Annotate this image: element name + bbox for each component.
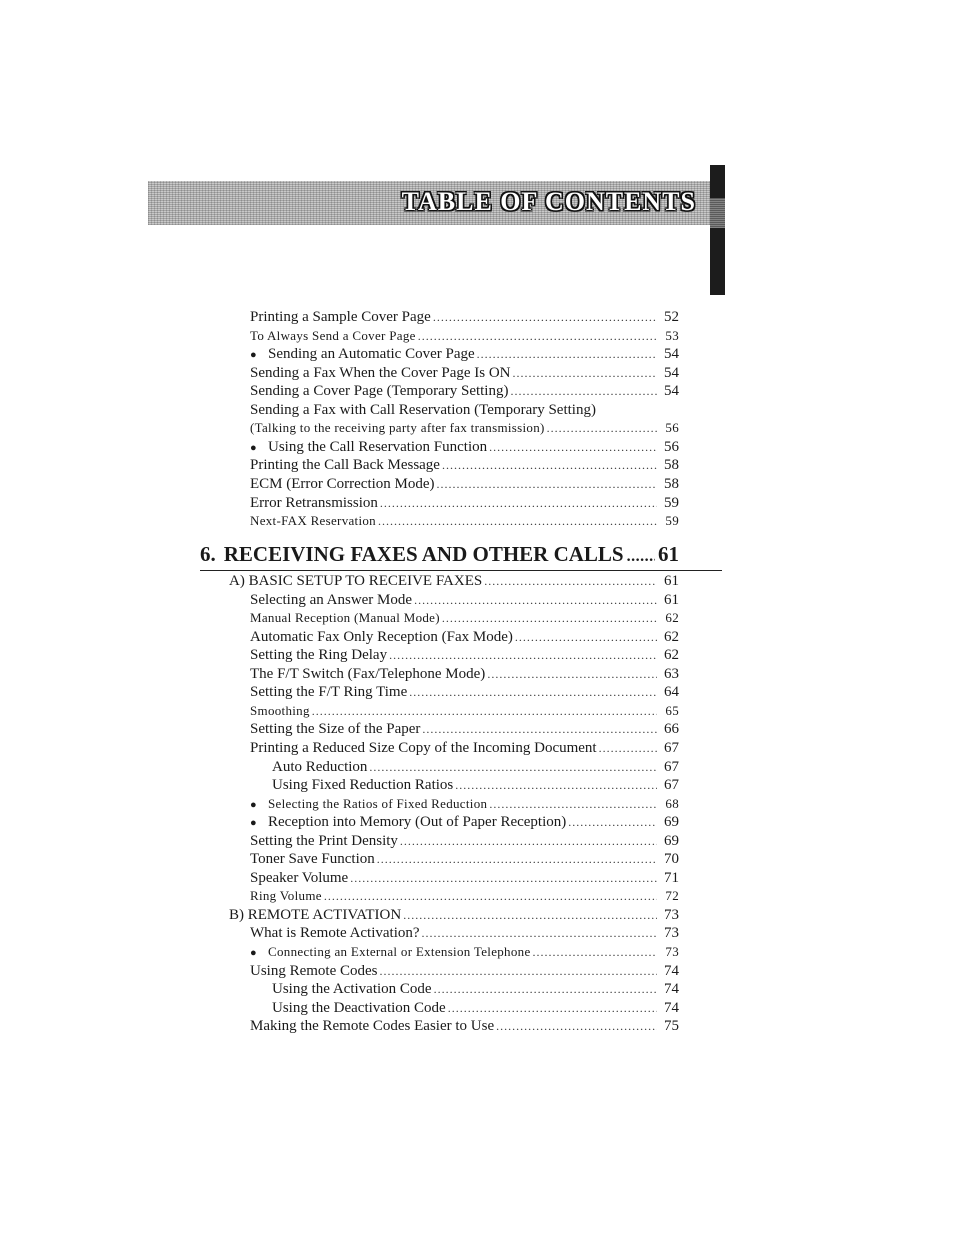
toc-entry[interactable]	[250, 832, 679, 850]
toc-entry[interactable]	[250, 887, 679, 905]
toc-entry[interactable]	[250, 591, 679, 609]
toc-entry[interactable]	[272, 776, 679, 794]
dot-leader	[422, 720, 657, 738]
toc-entry-page: 54	[664, 364, 679, 381]
toc-entry-label: A) BASIC SETUP TO RECEIVE FAXES	[229, 573, 483, 589]
toc-entry[interactable]	[250, 1017, 679, 1035]
dot-leader	[414, 591, 657, 609]
toc-entry-label: Printing a Reduced Size Copy of the Incoming Document	[250, 739, 597, 756]
toc-entry-label: Sending an Automatic Cover Page	[268, 346, 475, 363]
toc-entry-page: 59	[665, 513, 679, 529]
toc-entry[interactable]	[250, 609, 679, 627]
toc-entry-page: 56	[664, 438, 679, 455]
toc-entry-page: 74	[664, 981, 679, 998]
toc-entry[interactable]	[250, 665, 679, 683]
toc-entry-page: 71	[664, 869, 679, 886]
toc-entry[interactable]	[229, 572, 679, 590]
toc-entry-label: Using the Activation Code	[272, 981, 432, 998]
dot-leader	[350, 869, 657, 887]
toc-entry-label: Printing the Call Back Message	[250, 457, 440, 474]
dot-leader	[489, 795, 657, 813]
dot-leader	[324, 887, 657, 905]
dot-leader	[496, 1017, 657, 1035]
toc-entry-page: 73	[665, 944, 679, 959]
toc-entry-page: 58	[664, 457, 679, 474]
toc-entry[interactable]	[250, 720, 679, 738]
toc-entry[interactable]	[272, 999, 679, 1017]
dot-leader	[448, 999, 657, 1017]
toc-entry-label: Toner Save Function	[250, 851, 375, 868]
toc-entry[interactable]	[250, 512, 679, 530]
dot-leader	[547, 419, 657, 437]
toc-entry-label: The F/T Switch (Fax/Telephone Mode)	[250, 665, 486, 682]
toc-entry[interactable]	[250, 308, 679, 326]
toc-entry-page: 56	[665, 420, 679, 436]
toc-entry-label: Reception into Memory (Out of Paper Reception)	[268, 814, 567, 831]
toc-entry-page: 52	[664, 309, 679, 325]
dot-leader	[312, 702, 657, 720]
chapter-heading[interactable]	[200, 541, 679, 570]
dot-leader	[568, 813, 657, 831]
toc-entry[interactable]	[272, 758, 679, 776]
toc-entry[interactable]	[250, 401, 679, 419]
toc-entry[interactable]	[250, 327, 679, 345]
toc-entry[interactable]	[250, 382, 679, 400]
toc-entry-label: Sending a Fax with Call Reservation (Temporary Setting)	[250, 401, 596, 418]
toc-entry-page: 66	[664, 721, 679, 738]
toc-entry-label: Ring Volume	[250, 888, 322, 904]
toc-entry-page: 70	[664, 851, 679, 868]
toc-entry-page: 72	[665, 888, 679, 904]
dot-leader	[513, 364, 657, 382]
dot-leader	[433, 308, 657, 326]
bullet-icon: ●	[250, 441, 257, 454]
toc-entry-label: Connecting an External or Extension Telephone	[268, 944, 531, 959]
toc-entry[interactable]	[250, 943, 679, 961]
dot-leader	[403, 906, 657, 924]
toc-entry[interactable]	[229, 906, 679, 924]
toc-entry-label: Setting the Ring Delay	[250, 647, 388, 664]
toc-entry-page: 67	[664, 777, 679, 794]
toc-entry-label: Using the Call Reservation Function	[268, 438, 488, 455]
toc-entry-page: 69	[664, 832, 679, 849]
toc-entry-label: Printing a Sample Cover Page	[250, 309, 431, 325]
toc-entry-label: To Always Send a Cover Page	[250, 327, 416, 343]
dot-leader	[422, 924, 657, 942]
toc-entry-label: What is Remote Activation?	[250, 925, 420, 942]
dot-leader	[533, 943, 657, 961]
dot-leader	[515, 628, 657, 646]
page-title: TABLE OF CONTENTS	[401, 187, 696, 216]
toc-entry-page: 62	[665, 610, 679, 626]
toc-entry-page: 73	[664, 925, 679, 942]
toc-entry-page: 74	[664, 962, 679, 979]
bullet-icon: ●	[250, 947, 257, 959]
dot-leader	[442, 456, 657, 474]
toc-entry[interactable]	[250, 419, 679, 437]
toc-entry-label: Auto Reduction	[272, 758, 368, 775]
toc-entry[interactable]	[250, 345, 679, 363]
dot-leader	[599, 739, 657, 757]
toc-entry-page: 53	[665, 327, 679, 343]
bullet-icon: ●	[250, 349, 257, 362]
dot-leader	[400, 832, 657, 850]
chapter-rule	[200, 570, 722, 571]
toc-entry-page: 54	[664, 383, 679, 400]
toc-entry-label: Selecting the Ratios of Fixed Reduction	[268, 795, 488, 811]
toc-entry[interactable]	[250, 646, 679, 664]
toc-entry[interactable]	[250, 456, 679, 474]
dot-leader	[455, 776, 657, 794]
toc-entry-label: Error Retransmission	[250, 494, 378, 511]
bullet-icon: ●	[250, 817, 257, 830]
toc-entry-label: Using Remote Codes	[250, 962, 378, 979]
toc-entry-page: 74	[664, 999, 679, 1016]
toc-entry-page: 69	[664, 814, 679, 831]
dot-leader	[437, 475, 657, 493]
toc-entry-page: 67	[664, 758, 679, 775]
dot-leader	[418, 327, 657, 345]
toc-entry[interactable]	[250, 364, 679, 382]
chapter-page: 61	[658, 542, 679, 566]
toc-entry-label: Setting the F/T Ring Time	[250, 684, 408, 701]
toc-entry[interactable]	[250, 475, 679, 493]
toc-entry-label: B) REMOTE ACTIVATION	[229, 906, 402, 923]
toc-entry-page: 68	[665, 795, 679, 811]
dot-leader	[434, 980, 657, 998]
toc-entry-page: 62	[664, 628, 679, 645]
toc-entry[interactable]	[250, 683, 679, 701]
toc-entry-label: Speaker Volume	[250, 869, 349, 886]
toc-entry-page: 63	[664, 665, 679, 682]
dot-leader	[487, 665, 657, 683]
toc-entry-label: Making the Remote Codes Easier to Use	[250, 1018, 495, 1035]
toc-entry-label: Setting the Print Density	[250, 832, 398, 849]
dot-leader	[489, 438, 657, 456]
toc-entry-page: 73	[664, 906, 679, 923]
toc-entry[interactable]	[250, 924, 679, 942]
toc-entry-page: 61	[664, 591, 679, 608]
dot-leader	[380, 962, 658, 980]
toc-entry-page: 59	[664, 494, 679, 511]
dot-leader	[484, 572, 657, 590]
toc-entry[interactable]	[250, 850, 679, 868]
dot-leader	[510, 382, 657, 400]
dot-leader	[389, 646, 657, 664]
dot-leader	[380, 494, 657, 512]
toc-entry-page: 65	[665, 702, 679, 718]
toc-entry-label: Using the Deactivation Code	[272, 999, 446, 1016]
toc-entry[interactable]	[250, 739, 679, 757]
toc-entry-page: 61	[664, 573, 679, 589]
dot-leader	[477, 345, 657, 363]
toc-entry-label: Smoothing	[250, 702, 310, 718]
toc-entry-page: 64	[664, 684, 679, 701]
toc-entry-label: Sending a Fax When the Cover Page Is ON	[250, 364, 511, 381]
toc-entry-page: 75	[664, 1018, 679, 1035]
dot-leader	[409, 683, 657, 701]
toc-entry[interactable]	[250, 702, 679, 720]
toc-entry[interactable]	[272, 980, 679, 998]
dot-leader	[378, 512, 657, 530]
toc-entry-label: (Talking to the receiving party after fax transmission)	[250, 420, 545, 436]
toc-entry-page: 58	[664, 475, 679, 492]
toc-entry-label: ECM (Error Correction Mode)	[250, 475, 435, 492]
toc-entry[interactable]	[250, 628, 679, 646]
dot-leader	[627, 544, 655, 570]
bullet-icon: ●	[250, 798, 257, 811]
toc-entry[interactable]	[250, 813, 679, 831]
toc-entry[interactable]	[250, 494, 679, 512]
dot-leader	[442, 609, 657, 627]
toc-entry-page: 67	[664, 739, 679, 756]
toc-entry[interactable]	[250, 869, 679, 887]
toc-entry-label: Selecting an Answer Mode	[250, 591, 413, 608]
toc-entry[interactable]	[250, 962, 679, 980]
toc-entry-label: Setting the Size of the Paper	[250, 721, 421, 738]
toc-entry-label: Sending a Cover Page (Temporary Setting)	[250, 383, 509, 400]
toc-entry[interactable]	[250, 438, 679, 456]
toc-entry-label: Next-FAX Reservation	[250, 513, 376, 529]
chapter-number: 6.	[200, 542, 216, 566]
dot-leader	[377, 850, 657, 868]
toc-entry-page: 54	[664, 346, 679, 363]
dot-leader	[369, 758, 657, 776]
toc-entry[interactable]	[250, 795, 679, 813]
toc-entry-label: Using Fixed Reduction Ratios	[272, 777, 454, 794]
toc-entry-label: Manual Reception (Manual Mode)	[250, 610, 440, 626]
toc-entry-page: 62	[664, 647, 679, 664]
toc-entry-label: Automatic Fax Only Reception (Fax Mode)	[250, 628, 513, 645]
chapter-title: RECEIVING FAXES AND OTHER CALLS	[223, 542, 624, 566]
